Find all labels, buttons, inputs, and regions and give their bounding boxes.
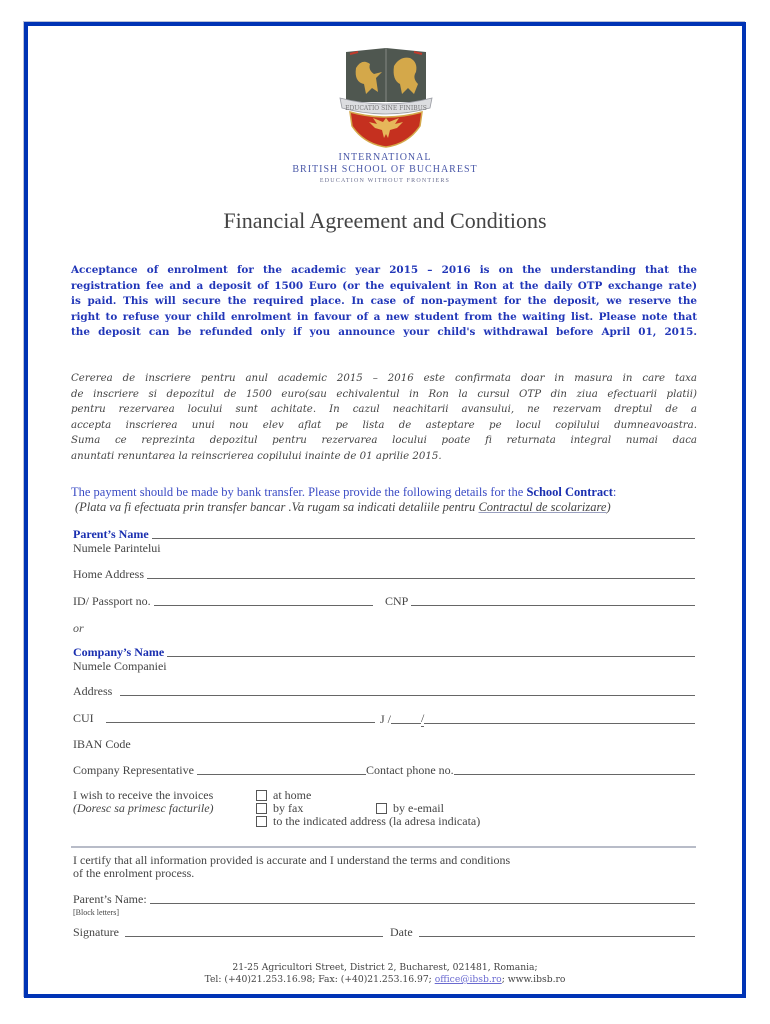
- payment-instructions: [71, 485, 701, 515]
- school-name-block: [280, 152, 490, 186]
- iban-label: IBAN Code: [73, 737, 131, 751]
- invoice-option-indicated-address[interactable]: [256, 815, 480, 828]
- terms-ro-line: anuntati renuntarea la reinscrierea copilului inainte de 01 aprilie 2015.: [71, 450, 442, 462]
- address-label: Address: [73, 684, 113, 698]
- option-label: by e-email: [393, 801, 444, 815]
- terms-paragraph-english: [71, 263, 697, 341]
- j-number-label: J /: [380, 712, 392, 726]
- payment-en-text: The payment should be made by bank transfer. Please provide the following details for the: [71, 485, 527, 499]
- signature-field[interactable]: [125, 935, 383, 937]
- certification-line: I certify that all information provided is accurate and I understand the terms and conditions: [73, 853, 511, 867]
- checkbox-by-fax[interactable]: [256, 803, 267, 814]
- or-separator: or: [73, 621, 84, 635]
- footer-phone-fax: Tel: (+40)21.253.16.98; Fax: (+40)21.253.16.97;: [204, 974, 435, 985]
- iban-row: [73, 737, 131, 752]
- contract-scolarizare-label: Contractul de scolarizare: [478, 500, 607, 514]
- school-contract-label: School Contract: [526, 485, 613, 499]
- option-label: at home: [273, 788, 312, 802]
- invoice-preference-label: [73, 789, 214, 815]
- terms-ro-line: Cererea de inscriere pentru anul academic 2015 – 2016 este confirmata doar in masura in care taxa: [71, 373, 697, 384]
- terms-ro-line: de inscriere si depozitul de 1500 euro(sau echivalentul in Ron la cursul OTP din ziua efectuarii platii): [71, 388, 697, 400]
- company-name-sublabel: Numele Companiei: [73, 659, 167, 673]
- contact-phone-field[interactable]: [454, 773, 695, 775]
- school-tagline: EDUCATION WITHOUT FRONTIERS: [319, 178, 451, 184]
- cui-row: [73, 711, 375, 726]
- j-number-field-1[interactable]: [391, 722, 421, 724]
- contact-phone-row: [366, 763, 695, 778]
- invoice-label-en: I wish to receive the invoices: [73, 788, 214, 802]
- date-row: [390, 925, 695, 940]
- certification-text: [73, 854, 510, 880]
- address-row: [73, 684, 695, 699]
- j-number-row: [380, 711, 695, 727]
- payment-ro-text: (Plata va fi efectuata prin transfer bancar .Va rugam sa indicati detaliile pentru: [75, 500, 479, 514]
- cert-parent-name-label: Parent’s Name:: [73, 892, 147, 906]
- terms-en-line: Acceptance of enrolment for the academic year 2015 – 2016 is on the understanding that the: [71, 264, 697, 276]
- page-title: Financial Agreement and Conditions: [223, 208, 547, 233]
- footer-website: ; www.ibsb.ro: [501, 974, 566, 985]
- terms-en-line: the deposit can be refunded only if you announce your child's withdrawal before April 01, 2015.: [71, 326, 697, 338]
- company-name-label: Company’s Name: [73, 645, 165, 659]
- company-rep-field[interactable]: [197, 773, 366, 775]
- j-number-separator: /: [421, 711, 425, 725]
- cui-label: CUI: [73, 711, 94, 725]
- payment-instructions-ro: [71, 500, 701, 515]
- j-number-field-2[interactable]: [424, 722, 695, 724]
- id-passport-label: ID/ Passport no.: [73, 594, 151, 608]
- home-address-label: Home Address: [73, 567, 144, 581]
- terms-en-line: right to refuse your child enrolment in favour of a new student from the waiting list. Please note that: [71, 310, 697, 323]
- crest-motto: EDUCATIO SINE FINIBUS: [345, 105, 427, 112]
- terms-paragraph-romanian: [71, 371, 697, 464]
- school-name-line1: INTERNATIONAL: [338, 152, 432, 163]
- terms-ro-line: pentru rezervarea locului sunt achitate. In cazul neachitarii avansului, ne rezervam dreptul de a: [71, 404, 697, 415]
- cnp-field[interactable]: [411, 604, 695, 606]
- cert-parent-name-row: [73, 892, 695, 907]
- footer-email-link[interactable]: office@ibsb.ro: [434, 974, 502, 985]
- signature-row: [73, 925, 383, 940]
- parent-name-row: [73, 527, 695, 542]
- parent-name-sublabel: Numele Parintelui: [73, 541, 161, 555]
- id-passport-field[interactable]: [154, 604, 373, 606]
- school-name-line2: BRITISH SCHOOL OF BUCHAREST: [292, 164, 478, 175]
- home-address-row: [73, 567, 695, 582]
- company-name-row: [73, 645, 695, 660]
- terms-en-line: is paid. This will secure the required place. In case of non-payment for the deposit, we reserve the: [71, 295, 697, 307]
- school-crest-logo: [338, 46, 434, 148]
- date-label: Date: [390, 925, 413, 939]
- checkbox-indicated-address[interactable]: [256, 816, 267, 827]
- footer-address: 21-25 Agricultori Street, District 2, Bucharest, 021481, Romania;: [232, 962, 538, 973]
- cnp-label: CNP: [385, 594, 409, 608]
- contact-phone-label: Contact phone no.: [366, 763, 454, 777]
- id-passport-row: [73, 594, 373, 609]
- invoice-label-ro: (Doresc sa primesc facturile): [73, 801, 214, 815]
- footer-contact: [0, 962, 770, 986]
- payment-instructions-en: [71, 485, 701, 500]
- terms-ro-line: accepta inscrierea unui nou elev aflat pe lista de asteptare pe locul copilului dumneavoastra.: [71, 419, 697, 431]
- payment-ro-suffix: ): [606, 500, 611, 514]
- payment-en-suffix: :: [612, 485, 617, 499]
- cnp-row: [385, 594, 695, 609]
- date-field[interactable]: [419, 935, 695, 937]
- footer-contact-line: [0, 974, 770, 986]
- checkbox-at-home[interactable]: [256, 790, 267, 801]
- certification-line: of the enrolment process.: [73, 866, 195, 880]
- terms-en-line: registration fee and a deposit of 1500 Euro (or the equivalent in Ron at the daily OTP exchange rate): [71, 279, 697, 292]
- parent-name-label: Parent’s Name: [73, 527, 149, 541]
- cert-parent-name-field[interactable]: [150, 902, 695, 904]
- option-label: by fax: [273, 801, 304, 815]
- parent-name-field[interactable]: [152, 537, 695, 539]
- block-letters-hint: [Block letters]: [73, 908, 119, 917]
- option-label: to the indicated address (la adresa indicata): [273, 814, 481, 828]
- company-rep-row: [73, 763, 366, 778]
- home-address-field[interactable]: [147, 577, 695, 579]
- address-field[interactable]: [120, 694, 695, 696]
- terms-ro-line: Suma ce reprezinta depozitul pentru rezervarea locului poate fi returnata integral numai daca: [71, 435, 697, 446]
- company-name-field[interactable]: [167, 655, 695, 657]
- company-rep-label: Company Representative: [73, 763, 194, 777]
- section-divider: [71, 846, 696, 848]
- checkbox-by-email[interactable]: [376, 803, 387, 814]
- cui-field[interactable]: [106, 721, 375, 723]
- signature-label: Signature: [73, 925, 119, 939]
